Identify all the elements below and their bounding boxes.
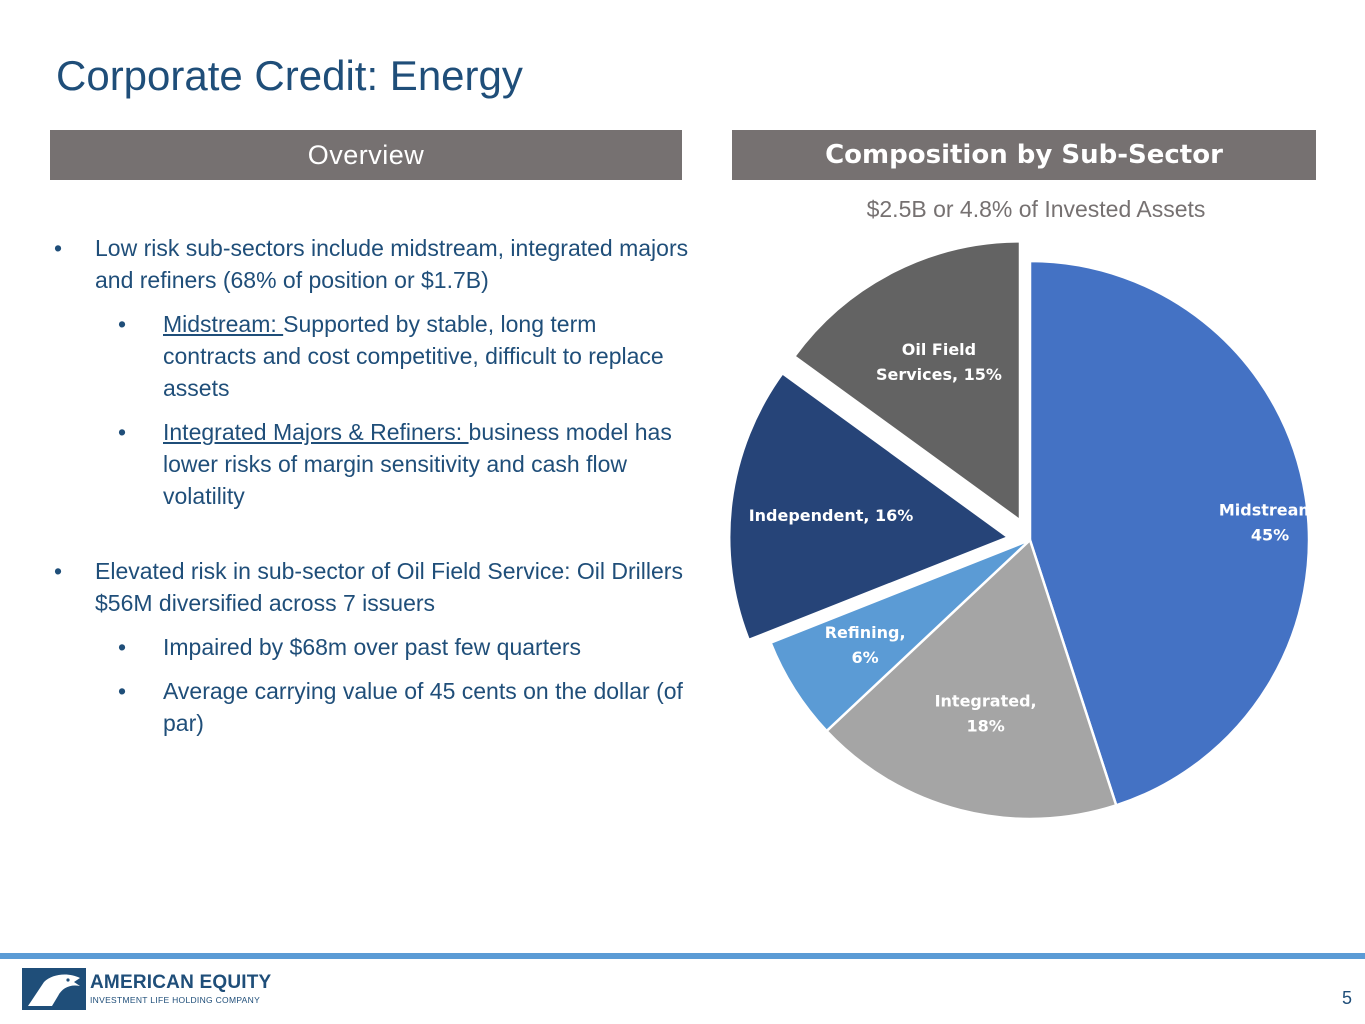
pie-label-text: Integrated, xyxy=(934,691,1037,711)
sub-bullet-carrying-value xyxy=(50,675,690,739)
pie-label-text: Services, 15% xyxy=(875,364,1002,384)
sub-bullet-text: Supported by stable, long term contracts and cost competitive, difficult to replace assets xyxy=(163,311,664,401)
logo-name: AMERICAN EQUITY xyxy=(90,972,272,993)
pie-chart xyxy=(725,230,1335,840)
bullet-dot: • xyxy=(118,678,127,704)
overview-bullets xyxy=(50,232,690,739)
pie-label-text: Independent, 16% xyxy=(748,505,914,525)
composition-header-label: Composition by Sub-Sector xyxy=(825,140,1223,170)
overview-header-label: Overview xyxy=(307,139,425,170)
sub-bullet-impaired xyxy=(50,631,690,663)
bullet-dot: • xyxy=(118,419,127,445)
bullet-dot: • xyxy=(54,235,63,261)
eagle-logo-icon xyxy=(22,968,86,1010)
bullet-text: Elevated risk in sub-sector of Oil Field Service: Oil Drillers $56M diversified across 7 issuers xyxy=(95,558,683,616)
sub-bullet-label: Midstream: xyxy=(163,311,284,337)
bullet-dot: • xyxy=(118,634,127,660)
overview-header xyxy=(50,130,682,180)
pie-label-text: Oil Field xyxy=(901,339,977,359)
pie-label-text: 6% xyxy=(851,648,879,668)
sub-bullet-midstream xyxy=(50,308,690,404)
composition-header xyxy=(732,130,1316,180)
footer-divider xyxy=(0,953,1365,959)
bullet-dot: • xyxy=(54,558,63,584)
sub-bullet-text: Average carrying value of 45 cents on the dollar (of par) xyxy=(163,678,683,736)
page-title: Corporate Credit: Energy xyxy=(56,52,523,99)
chart-subtitle: $2.5B or 4.8% of Invested Assets xyxy=(866,196,1206,222)
sub-bullet-text: business model has lower risks of margin sensitivity and cash flow volatility xyxy=(163,419,672,509)
bullet-low-risk xyxy=(50,232,690,296)
pie-label-text: 18% xyxy=(966,716,1005,736)
pie-label-text: 45% xyxy=(1250,525,1290,545)
bullet-elevated-risk xyxy=(50,555,690,619)
sub-bullet-label: Integrated Majors & Refiners: xyxy=(163,419,469,445)
bullet-dot: • xyxy=(118,311,127,337)
logo-subtitle: INVESTMENT LIFE HOLDING COMPANY xyxy=(90,995,261,1005)
company-logo xyxy=(22,968,271,1010)
bullet-text: Low risk sub-sectors include midstream, integrated majors and refiners (68% of position or $1.7B) xyxy=(95,235,689,293)
pie-label-text: Refining, xyxy=(824,623,906,643)
sub-bullet-text: Impaired by $68m over past few quarters xyxy=(163,634,582,660)
pie-label-text: Midstream, xyxy=(1218,500,1322,520)
sub-bullet-integrated xyxy=(50,416,690,512)
page-number: 5 xyxy=(1341,988,1352,1008)
pie-label-independent xyxy=(749,506,914,525)
